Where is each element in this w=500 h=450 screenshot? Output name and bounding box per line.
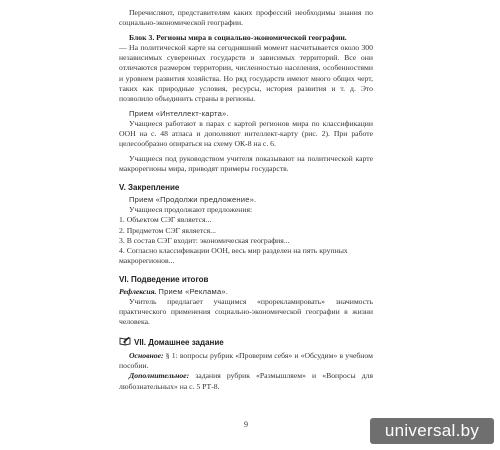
block3-text-1: Учащиеся работают в парах с картой регионов мира по классификации ООН на с. 48 атласа и дополняют интеллект-карту (рис. 2). При работе целесообразно опираться на схему ОК-8 на с. 6.: [119, 118, 373, 149]
section5-list: [119, 215, 373, 265]
list-item: 4. Согласно классификации ООН, весь мир разделен на пять крупных макрорегионов...: [119, 245, 348, 265]
page-number: 9: [244, 420, 248, 429]
section7-title: VII. Домашнее задание: [134, 337, 224, 347]
reflection-method: Прием «Реклама».: [158, 286, 229, 296]
block3-paragraph: [119, 33, 373, 104]
section7-heading-row: [119, 336, 373, 349]
homework-main: [119, 351, 373, 371]
page-content: [119, 8, 374, 429]
list-item: 1. Объектом СЭГ является...: [119, 215, 212, 225]
section5-lead: Учащиеся продолжают предложения:: [129, 205, 253, 215]
section5-heading: V. Закрепление: [119, 183, 180, 193]
list-item: 2. Предметом СЭГ является...: [119, 225, 216, 235]
homework-extra-label: Дополнительное:: [129, 371, 190, 381]
homework-main-text: § 1: вопросы рубрик «Проверим себя» и «Обсудим» в учебном пособии.: [119, 351, 373, 371]
block3-body: — На политической карте на сегодняшний момент насчитывается около 300 независимых суверенных государств и зависимых территорий. Все они отличаются размером территории, численностью населения, особенностями и уровнем развития хозяйства. Но ряд государств имеют много общих черт, таких как природные условия, ресурсы, история развития и т. д. Это позволило объединить страны в регионы.: [119, 43, 373, 103]
site-watermark: universal.by: [370, 418, 494, 444]
homework-extra: [119, 371, 373, 391]
section6-text: Учитель предлагает учащимся «прорекламировать» значимость практического применения социально-экономической географии в жизни человека.: [119, 296, 373, 327]
homework-main-label: Основное:: [129, 351, 164, 361]
section6-heading: VI. Подведение итогов: [119, 274, 209, 284]
block3-method: Прием «Интеллект-карта».: [129, 108, 229, 118]
block3-text-2: Учащиеся под руководством учителя показывают на политической карте макрорегионы мира, приводят примеры государств.: [119, 154, 373, 174]
block3-title: Блок 3. Регионы мира в социально-экономической географии.: [129, 33, 347, 43]
book-pen-icon: [119, 336, 132, 349]
section6-reflection: [119, 287, 373, 297]
list-item: 3. В состав СЭГ входит: экономическая география...: [119, 235, 290, 245]
homework-extra-text: задания рубрик «Размышляем» и «Вопросы для любознательных» на с. 5 РТ-8.: [119, 371, 374, 391]
reflection-label: Рефлексия.: [119, 286, 157, 296]
intro-paragraph: Перечисляют, представителям каких профессий необходимы знания по социально-экономической географии.: [119, 8, 373, 28]
section5-method: Прием «Продолжи предложение».: [129, 195, 257, 205]
